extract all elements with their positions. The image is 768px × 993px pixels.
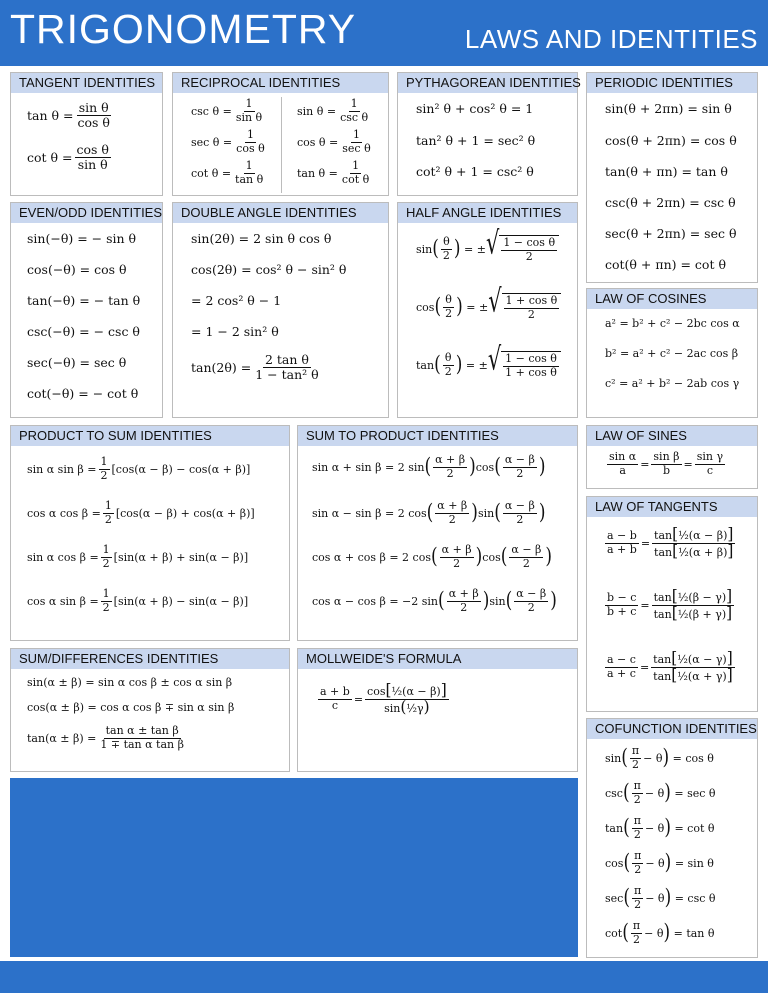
- formula: tan ( $\frac{\theta}{2}$ ) = ± √ $\frac{\text{1 − cos θ}}{\text{1 + cos θ}}$: [416, 351, 561, 379]
- section-header: MOLLWEIDE'S FORMULA: [298, 649, 577, 669]
- formula: = 2 cos² θ − 1: [191, 293, 282, 308]
- formula: tan ( $\frac{\pi}{2}$ − θ ) = cot θ: [605, 814, 715, 841]
- page-title: TRIGONOMETRY: [10, 6, 357, 52]
- formula: cot ( $\frac{\pi}{2}$ − θ ) = tan θ: [605, 919, 715, 946]
- formula: tan(−θ) = − tan θ: [27, 293, 141, 308]
- formula: csc θ = $\frac{1}{\text{sin θ}}$: [191, 97, 263, 124]
- formula: tan(2θ) = $\frac{\text{2 tan θ}}{\text{1 − tan² θ}}$: [191, 352, 319, 383]
- formula: cos(−θ) = cos θ: [27, 262, 127, 277]
- formula: sin α cos β = $\frac{1}{2}$ [sin(α + β) + sin(α − β)]: [27, 543, 249, 570]
- formula: cos α cos β = $\frac{1}{2}$ [cos(α − β) + cos(α + β)]: [27, 499, 255, 526]
- title-bar: [0, 0, 768, 66]
- formula: $\frac{a - b}{a + b}$ = $\frac{\text{tan[½(α − β)]}}{\text{tan[½(α + β)]}}$: [607, 525, 734, 560]
- formula: cos(θ + 2πn) = cos θ: [605, 133, 737, 148]
- pythagorean-identities-box: [397, 72, 581, 196]
- formula: cos(2θ) = cos² θ − sin² θ: [191, 262, 347, 277]
- formula: sin(θ + 2πn) = sin θ: [605, 101, 732, 116]
- section-header: EVEN/ODD IDENTITIES: [11, 203, 162, 223]
- formula: cos θ = $\frac{1}{\text{sec θ}}$: [297, 128, 371, 155]
- double-angle-identities-box: [172, 202, 389, 418]
- formula: sin α sin β = $\frac{1}{2}$ [cos(α − β) − cos(α + β)]: [27, 455, 251, 482]
- section-header: PYTHAGOREAN IDENTITIES: [398, 73, 577, 93]
- formula: csc(θ + 2πn) = csc θ: [605, 195, 736, 210]
- formula: cos ( $\frac{\theta}{2}$ ) = ± √ $\frac{\text{1 + cos θ}}{2}$: [416, 293, 561, 321]
- tangent-identities-box: [10, 72, 163, 196]
- section-header: SUM/DIFFERENCES IDENTITIES: [11, 649, 289, 669]
- formula: sin² θ + cos² θ = 1: [416, 101, 534, 116]
- periodic-identities-box: [586, 72, 758, 283]
- formula: cot(−θ) = − cot θ: [27, 386, 139, 401]
- section-header: PRODUCT TO SUM IDENTITIES: [11, 426, 289, 446]
- section-header: LAW OF COSINES: [587, 289, 757, 309]
- formula: sin ( $\frac{\pi}{2}$ − θ ) = cos θ: [605, 744, 714, 771]
- formula: sin ( $\frac{\theta}{2}$ ) = ± √ $\frac{\text{1 − cos θ}}{2}$: [416, 235, 559, 263]
- formula: sin α − sin β = 2 cos ( $\frac{\alpha + \beta}{2}$ ) sin ( $\frac{\alpha - \beta}{2}$ ): [312, 499, 546, 526]
- formula: tan² θ + 1 = sec² θ: [416, 133, 536, 148]
- formula: cot² θ + 1 = csc² θ: [416, 164, 534, 179]
- law-of-sines-box: [586, 425, 758, 489]
- formula: sin(α ± β) = sin α cos β ± cos α sin β: [27, 676, 233, 689]
- blue-panel: [10, 778, 578, 957]
- section-header: COFUNCTION IDENTITIES: [587, 719, 757, 739]
- formula: csc ( $\frac{\pi}{2}$ − θ ) = sec θ: [605, 779, 716, 806]
- formula: sec(−θ) = sec θ: [27, 355, 127, 370]
- formula: a² = b² + c² − 2bc cos α: [605, 317, 740, 330]
- formula: $\frac{a - c}{a + c}$ = $\frac{\text{tan[½(α − γ)]}}{\text{tan[½(α + γ)]}}$: [607, 649, 733, 684]
- formula: cot θ = $\frac{\text{cos θ}}{\text{sin θ}}$: [27, 142, 109, 173]
- formula: sin(2θ) = 2 sin θ cos θ: [191, 231, 332, 246]
- section-header: PERIODIC IDENTITIES: [587, 73, 757, 93]
- section-header: TANGENT IDENTITIES: [11, 73, 162, 93]
- sum-to-product-box: [297, 425, 578, 641]
- page-subtitle: LAWS AND IDENTITIES: [464, 24, 758, 54]
- formula: cos ( $\frac{\pi}{2}$ − θ ) = sin θ: [605, 849, 714, 876]
- formula: $\frac{b - c}{b + c}$ = $\frac{\text{tan[½(β − γ)]}}{\text{tan[½(β + γ)]}}$: [607, 587, 733, 622]
- formula: tan θ = $\frac{\text{sin θ}}{\text{cos θ}}$: [27, 100, 110, 131]
- formula: sin(−θ) = − sin θ: [27, 231, 137, 246]
- section-header: DOUBLE ANGLE IDENTITIES: [173, 203, 388, 223]
- formula: cot θ = $\frac{1}{\text{tan θ}}$: [191, 159, 264, 186]
- reciprocal-identities-box: [172, 72, 389, 196]
- half-angle-identities-box: [397, 202, 578, 418]
- formula: tan(α ± β) = $\frac{\text{tan α ± tan β}}{\text{1 ∓ tan α tan β}}$: [27, 724, 184, 751]
- section-header: SUM TO PRODUCT IDENTITIES: [298, 426, 577, 446]
- formula: cos(α ± β) = cos α cos β ∓ sin α sin β: [27, 701, 235, 714]
- formula: tan(θ + πn) = tan θ: [605, 164, 728, 179]
- formula: sin α + sin β = 2 sin ( $\frac{\alpha + \beta}{2}$ ) cos ( $\frac{\alpha - \beta}{2}$ ): [312, 453, 546, 480]
- footer-bar: [0, 961, 768, 993]
- law-of-tangents-box: [586, 496, 758, 712]
- law-of-cosines-box: [586, 288, 758, 418]
- divider: [281, 97, 282, 193]
- formula: c² = a² + b² − 2ab cos γ: [605, 377, 740, 390]
- formula: $\frac{\text{sin α}}{a}$ = $\frac{\text{sin β}}{b}$ = $\frac{\text{sin γ}}{c}$: [609, 450, 724, 477]
- product-to-sum-box: [10, 425, 290, 641]
- sum-differences-box: [10, 648, 290, 772]
- formula: cos α + cos β = 2 cos ( $\frac{\alpha + \beta}{2}$ ) cos ( $\frac{\alpha - \beta}{2}$ ): [312, 543, 553, 570]
- section-header: RECIPROCAL IDENTITIES: [173, 73, 388, 93]
- formula: tan θ = $\frac{1}{\text{cot θ}}$: [297, 159, 370, 186]
- section-header: HALF ANGLE IDENTITIES: [398, 203, 577, 223]
- formula: cos α sin β = $\frac{1}{2}$ [sin(α + β) − sin(α − β)]: [27, 587, 249, 614]
- even-odd-identities-box: [10, 202, 163, 418]
- formula: sec ( $\frac{\pi}{2}$ − θ ) = csc θ: [605, 884, 716, 911]
- mollweide-formula-box: [297, 648, 578, 772]
- section-header: LAW OF TANGENTS: [587, 497, 757, 517]
- formula: b² = a² + c² − 2ac cos β: [605, 347, 739, 360]
- section-header: LAW OF SINES: [587, 426, 757, 446]
- formula: sec(θ + 2πn) = sec θ: [605, 226, 737, 241]
- formula: sin θ = $\frac{1}{\text{csc θ}}$: [297, 97, 369, 124]
- formula: = 1 − 2 sin² θ: [191, 324, 279, 339]
- formula: csc(−θ) = − csc θ: [27, 324, 140, 339]
- formula: cos α − cos β = −2 sin ( $\frac{\alpha + \beta}{2}$ ) sin ( $\frac{\alpha - \beta}{2}$ ): [312, 587, 557, 614]
- formula: sec θ = $\frac{1}{\text{cos θ}}$: [191, 128, 265, 155]
- formula: $\frac{a + b}{c}$ = $\frac{\text{cos[½(α − β)]}}{\text{sin(½γ)}}$: [320, 681, 447, 716]
- cofunction-identities-box: [586, 718, 758, 958]
- formula: cot(θ + πn) = cot θ: [605, 257, 726, 272]
